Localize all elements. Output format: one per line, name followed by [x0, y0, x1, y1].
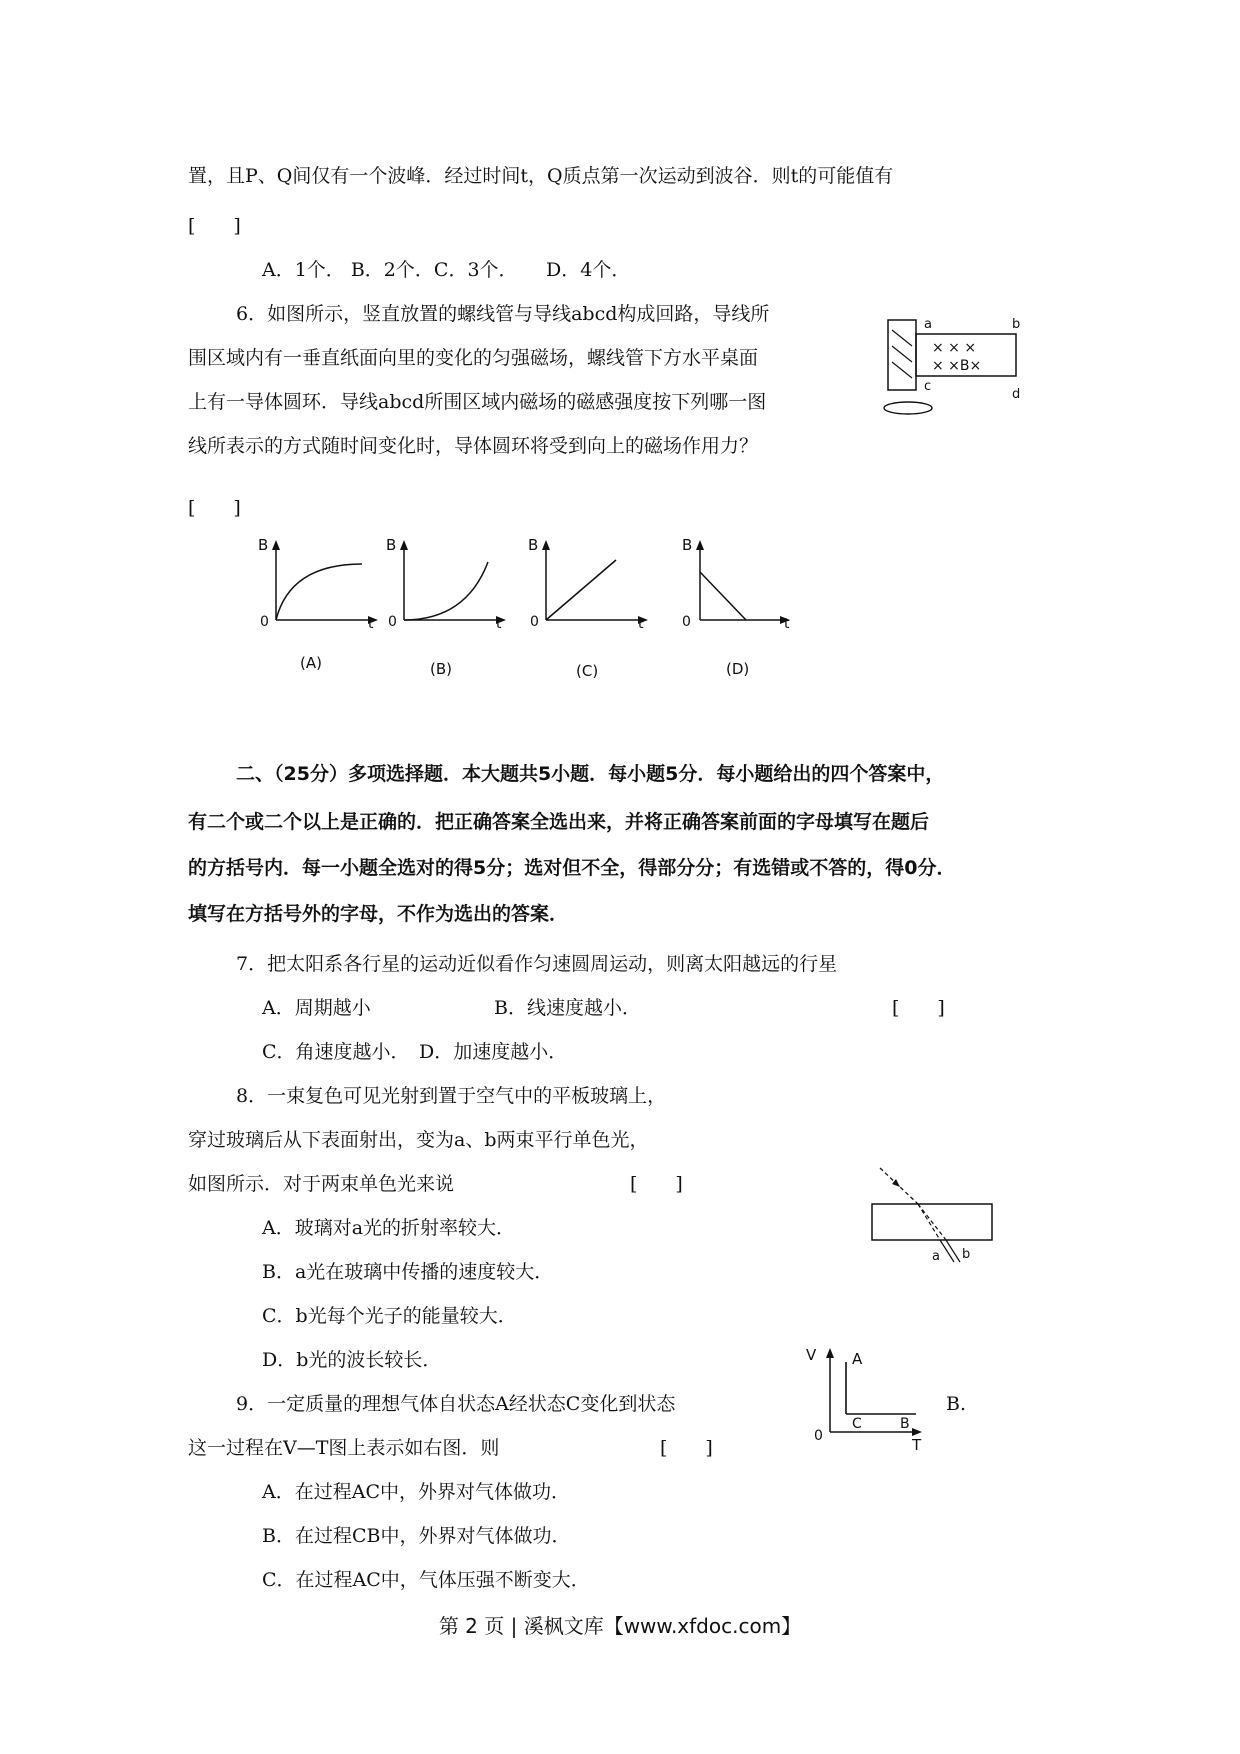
q9-line-1: 9．一定质量的理想气体自状态A经状态C变化到状态: [236, 1393, 676, 1415]
q7-option-a: A．周期越小: [262, 997, 371, 1019]
q6-answer-bracket: [ ]: [188, 497, 241, 519]
svg-text:B: B: [386, 536, 397, 554]
q9-option-b: B．在过程CB中，外界对气体做功．: [262, 1525, 571, 1547]
section2-line-4: 填写在方括号外的字母，不作为选出的答案．: [188, 903, 569, 925]
q8-option-b: B．a光在玻璃中传播的速度较大．: [262, 1261, 554, 1283]
q8-answer-bracket: [ ]: [630, 1173, 683, 1195]
svg-text:T: T: [912, 1436, 922, 1454]
label-d: d: [1012, 387, 1021, 402]
svg-text:0: 0: [388, 614, 397, 630]
q9-option-c: C．在过程AC中，气体压强不断变大．: [262, 1569, 590, 1591]
q7-stem: 7．把太阳系各行星的运动近似看作匀速圆周运动，则离太阳越远的行星: [236, 953, 838, 975]
q6-line-3: 上有一导体圆环．导线abcd所围区域内磁场的磁感强度按下列哪一图: [188, 391, 767, 413]
svg-text:B: B: [528, 536, 539, 554]
q8-option-a: A．玻璃对a光的折射率较大．: [262, 1217, 516, 1239]
svg-text:0: 0: [530, 614, 539, 630]
label-b: b: [1012, 318, 1021, 332]
svg-text:t: t: [368, 616, 374, 632]
q9-line-1-tail: B.: [946, 1393, 967, 1415]
svg-text:t: t: [638, 616, 644, 632]
q9-option-a: A．在过程AC中，外界对气体做功．: [262, 1481, 570, 1503]
q6-line-4: 线所表示的方式随时间变化时，导体圆环将受到向上的磁场作用力？: [188, 435, 759, 457]
q6-line-1: 6．如图所示，竖直放置的螺线管与导线abcd构成回路，导线所: [236, 303, 770, 325]
vt-graph-figure: [800, 1340, 940, 1460]
q9-answer-bracket: [ ]: [660, 1437, 713, 1459]
q5-stem-end: 置，且P、Q间仅有一个波峰．经过时间t，Q质点第一次运动到波谷．则t的可能值有: [188, 165, 894, 187]
label-a: a: [924, 318, 932, 332]
q6-line-2: 围区域内有一垂直纸面向里的变化的匀强磁场，螺线管下方水平桌面: [188, 347, 759, 369]
section2-line-1: 二、（25分）多项选择题．本大题共5小题．每小题5分．每小题给出的四个答案中，: [236, 763, 945, 785]
q7-option-b: B．线速度越小．: [494, 997, 641, 1019]
svg-text:A: A: [852, 1350, 863, 1368]
graph-a: [250, 536, 390, 686]
svg-text:t: t: [496, 616, 502, 632]
graph-c-label: (C): [576, 662, 599, 680]
q7-options-cd: C．角速度越小． D．加速度越小．: [262, 1041, 568, 1063]
svg-text:C: C: [852, 1416, 862, 1432]
graph-c: [520, 534, 660, 684]
section2-line-3: 的方括号内．每一小题全选对的得5分；选对但不全，得部分分；有选错或不答的，得0分．: [188, 857, 956, 879]
svg-text:0: 0: [260, 614, 269, 630]
ray-label-a: a: [932, 1249, 940, 1264]
graph-a-label: (A): [300, 654, 322, 672]
q5-answer-bracket: [ ]: [188, 215, 241, 237]
svg-text:B: B: [900, 1416, 910, 1432]
q8-line-3: 如图所示．对于两束单色光来说: [188, 1173, 455, 1195]
field-row-1: × × ×: [932, 340, 977, 356]
field-row-2: × ×B×: [932, 358, 982, 374]
q7-answer-bracket: [ ]: [892, 997, 945, 1019]
q8-line-2: 穿过玻璃后从下表面射出，变为a、b两束平行单色光，: [188, 1129, 649, 1151]
glass-slab-figure: [860, 1166, 1000, 1276]
svg-text:B: B: [682, 536, 693, 554]
graph-d: [674, 536, 814, 686]
ray-label-b: b: [962, 1247, 971, 1262]
svg-text:B: B: [258, 536, 269, 554]
conducting-ring: [884, 402, 932, 414]
graph-d-label: (D): [726, 660, 750, 678]
svg-text:0: 0: [814, 1428, 823, 1444]
page-footer: 第 2 页 | 溪枫文库【www.xfdoc.com】: [438, 1614, 802, 1638]
svg-text:V: V: [806, 1346, 817, 1364]
label-c: c: [924, 379, 932, 394]
graph-b: [378, 536, 518, 686]
svg-text:t: t: [784, 616, 790, 632]
q9-line-2: 这一过程在V—T图上表示如右图．则: [188, 1437, 500, 1459]
section2-line-2: 有二个或二个以上是正确的．把正确答案全选出来，并将正确答案前面的字母填写在题后: [188, 811, 930, 833]
q8-line-1: 8．一束复色可见光射到置于空气中的平板玻璃上，: [236, 1085, 667, 1107]
q5-options: A．1个． B．2个．C．3个． D．4个．: [262, 259, 631, 281]
svg-text:0: 0: [682, 614, 691, 630]
q8-option-c: C．b光每个光子的能量较大．: [262, 1305, 517, 1327]
graph-b-label: (B): [430, 660, 452, 678]
solenoid-circuit-figure: [880, 318, 1030, 418]
q8-option-d: D．b光的波长较长．: [262, 1349, 442, 1371]
